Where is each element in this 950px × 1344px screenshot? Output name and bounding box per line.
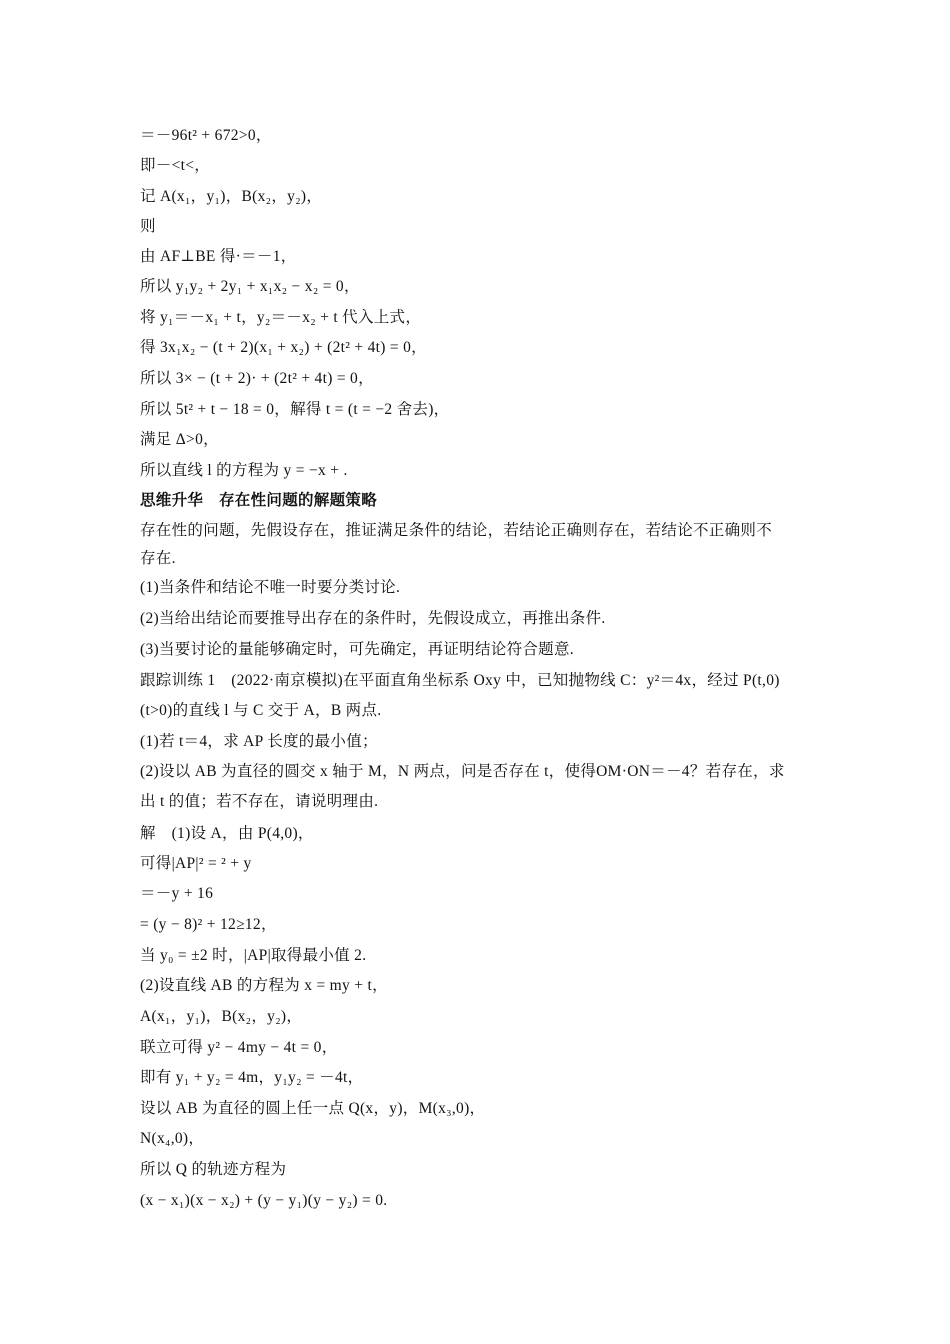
text-line: 由 AF⊥BE 得·＝－1， [140, 248, 297, 265]
text-line: (t>0)的直线 l 与 C 交于 A，B 两点. [140, 702, 382, 719]
text-line: = (y − 8)² + 12≥12， [140, 916, 277, 933]
text-line: 当 y₀ = ±2 时，|AP|取得最小值 2. [140, 947, 367, 964]
text-line: 出 t 的值；若不存在，请说明理由. [140, 793, 379, 810]
text-line: 即－<t<， [140, 157, 211, 174]
text-line: 所以 Q 的轨迹方程为 [140, 1161, 287, 1178]
text-line: (1)若 t＝4，求 AP 长度的最小值； [140, 733, 378, 750]
text-line: 所以 5t² + t − 18 = 0，解得 t = (t = −2 舍去)， [140, 401, 450, 418]
text-line: 则 [140, 218, 156, 235]
exercise-title-line: 跟踪训练 1 (2022·南京模拟)在平面直角坐标系 Oxy 中，已知抛物线 C：y²＝4x，经过 P(t,0) [140, 672, 780, 689]
text-line: (2)设以 AB 为直径的圆交 x 轴于 M，N 两点，问是否存在 t，使得OM·ON＝－4？若存在，求 [140, 763, 785, 780]
text-line: (2)设直线 AB 的方程为 x = my + t， [140, 977, 388, 994]
text-line: N(x₄,0)， [140, 1130, 205, 1147]
text-line: ＝－y + 16 [140, 885, 214, 902]
text-line: A(x₁，y₁)，B(x₂，y₂)， [140, 1008, 303, 1025]
text-line: 满足 Δ>0， [140, 431, 219, 448]
text-line: 可得|AP|² = ² + y [140, 855, 252, 872]
text-line: 存在性的问题，先假设存在，推证满足条件的结论，若结论正确则存在，若结论不正确则不 [140, 522, 773, 539]
text-line: 记 A(x₁，y₁)，B(x₂，y₂)， [140, 188, 323, 205]
text-line: (1)当条件和结论不唯一时要分类讨论. [140, 579, 401, 596]
section-heading: 思维升华 存在性问题的解题策略 [140, 492, 378, 509]
text-line: ＝－96t² + 672>0， [140, 127, 272, 144]
text-line: 所以 3× − (t + 2)· + (2t² + 4t) = 0， [140, 370, 374, 387]
text-line: 得 3x₁x₂ − (t + 2)(x₁ + x₂) + (2t² + 4t) = 0， [140, 339, 427, 356]
text-line: 所以 y₁y₂ + 2y₁ + x₁x₂ − x₂ = 0， [140, 278, 360, 295]
text-line: 即有 y₁ + y₂ = 4m，y₁y₂ = －4t， [140, 1069, 364, 1086]
text-line: 存在. [140, 550, 176, 567]
text-line: (3)当要讨论的量能够确定时，可先确定，再证明结论符合题意. [140, 641, 574, 658]
text-line: (2)当给出结论而要推导出存在的条件时，先假设成立，再推出条件. [140, 610, 606, 627]
text-line: 联立可得 y² − 4my − 4t = 0， [140, 1039, 338, 1056]
solution-start-line: 解 (1)设 A，由 P(4,0)， [140, 825, 314, 842]
text-line: (x − x₁)(x − x₂) + (y − y₁)(y − y₂) = 0. [140, 1192, 388, 1209]
text-line: 将 y₁＝－x₁ + t，y₂＝－x₂ + t 代入上式， [140, 309, 422, 326]
text-line: 所以直线 l 的方程为 y = −x + . [140, 462, 348, 479]
text-line: 设以 AB 为直径的圆上任一点 Q(x，y)，M(x₃,0)， [140, 1100, 486, 1117]
